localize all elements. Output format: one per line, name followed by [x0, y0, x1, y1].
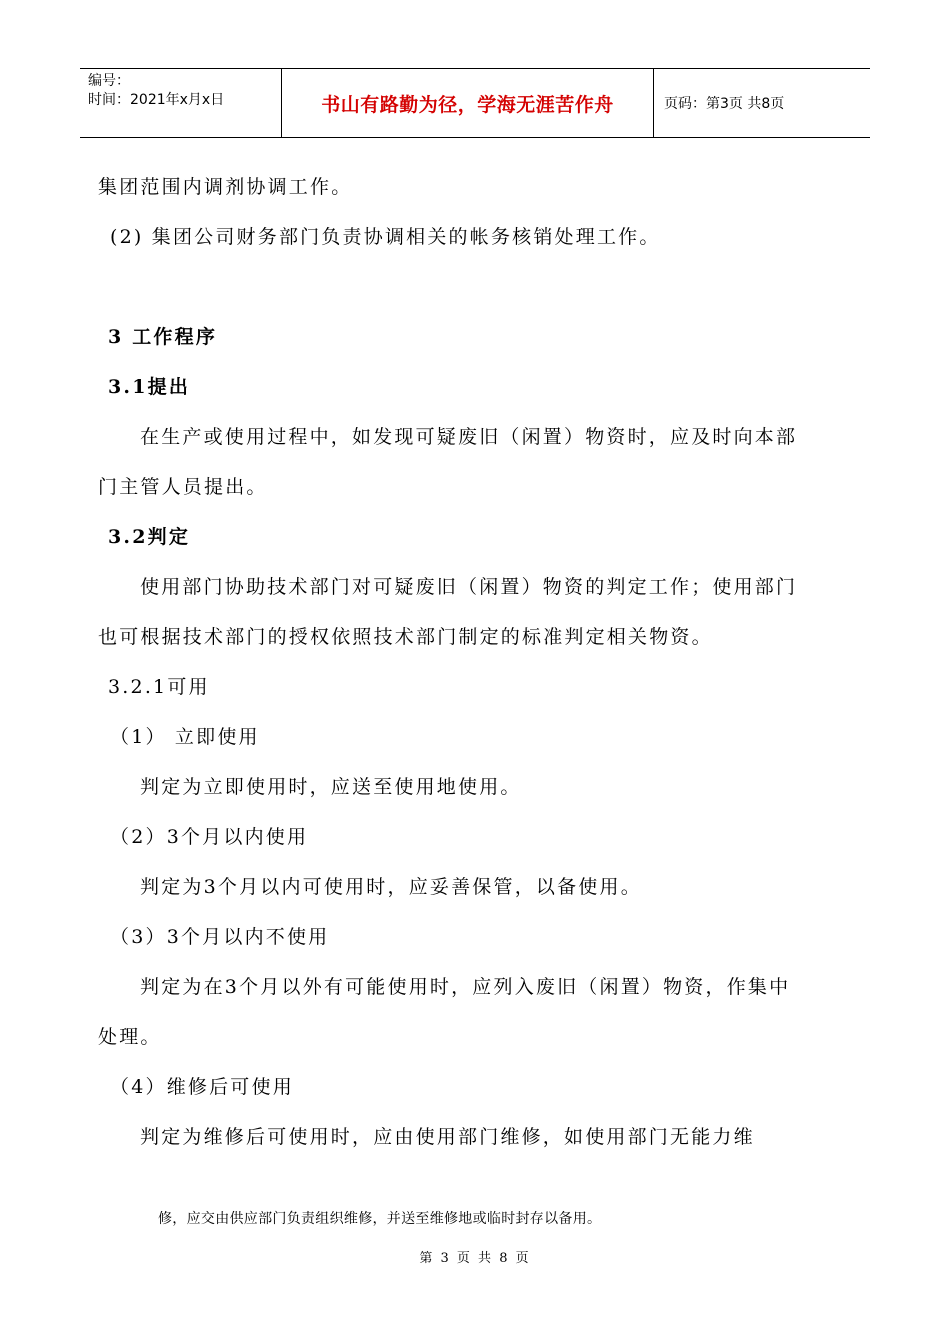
header-page-number: 页码：第3页 共8页	[664, 96, 785, 112]
body-line: 门主管人员提出。	[98, 476, 268, 498]
body-line: (2) 集团公司财务部门负责协调相关的帐务核销处理工作。	[110, 226, 661, 248]
list-item-heading: （1） 立即使用	[110, 726, 260, 748]
body-line: 处理。	[98, 1026, 162, 1048]
list-item-heading: （3）3个月以内不使用	[110, 926, 330, 948]
page-header	[80, 68, 870, 138]
document-time-label: 时间：2021年x月x日	[88, 92, 225, 108]
body-line: 在生产或使用过程中，如发现可疑废旧（闲置）物资时，应及时向本部	[140, 426, 798, 448]
body-line: 判定为3个月以内可使用时，应妥善保管，以备使用。	[140, 876, 642, 898]
body-line: 也可根据技术部门的授权依照技术部门制定的标准判定相关物资。	[98, 626, 713, 648]
body-line: 集团范围内调剂协调工作。	[98, 176, 353, 198]
document-number-label: 编号：	[88, 73, 130, 89]
subsubsection-heading: 3.2.1可用	[108, 676, 210, 698]
body-line: 判定为维修后可使用时，应由使用部门维修，如使用部门无能力维	[140, 1126, 755, 1148]
subsection-heading: 3.2判定	[108, 526, 191, 548]
continuation-note: 修，应交由供应部门负责组织维修，并送至维修地或临时封存以备用。	[158, 1211, 602, 1227]
header-motto: 书山有路勤为径，学海无涯苦作舟	[282, 69, 654, 137]
subsection-heading: 3.1提出	[108, 376, 191, 398]
header-meta	[80, 69, 282, 137]
body-line: 使用部门协助技术部门对可疑废旧（闲置）物资的判定工作；使用部门	[140, 576, 798, 598]
section-heading: 3 工作程序	[108, 326, 218, 348]
page-footer: 第 3 页 共 8 页	[419, 1251, 531, 1266]
body-line: 判定为立即使用时，应送至使用地使用。	[140, 776, 522, 798]
body-line: 判定为在3个月以外有可能使用时，应列入废旧（闲置）物资，作集中	[140, 976, 791, 998]
list-item-heading: （4）维修后可使用	[110, 1076, 294, 1098]
list-item-heading: （2）3个月以内使用	[110, 826, 309, 848]
